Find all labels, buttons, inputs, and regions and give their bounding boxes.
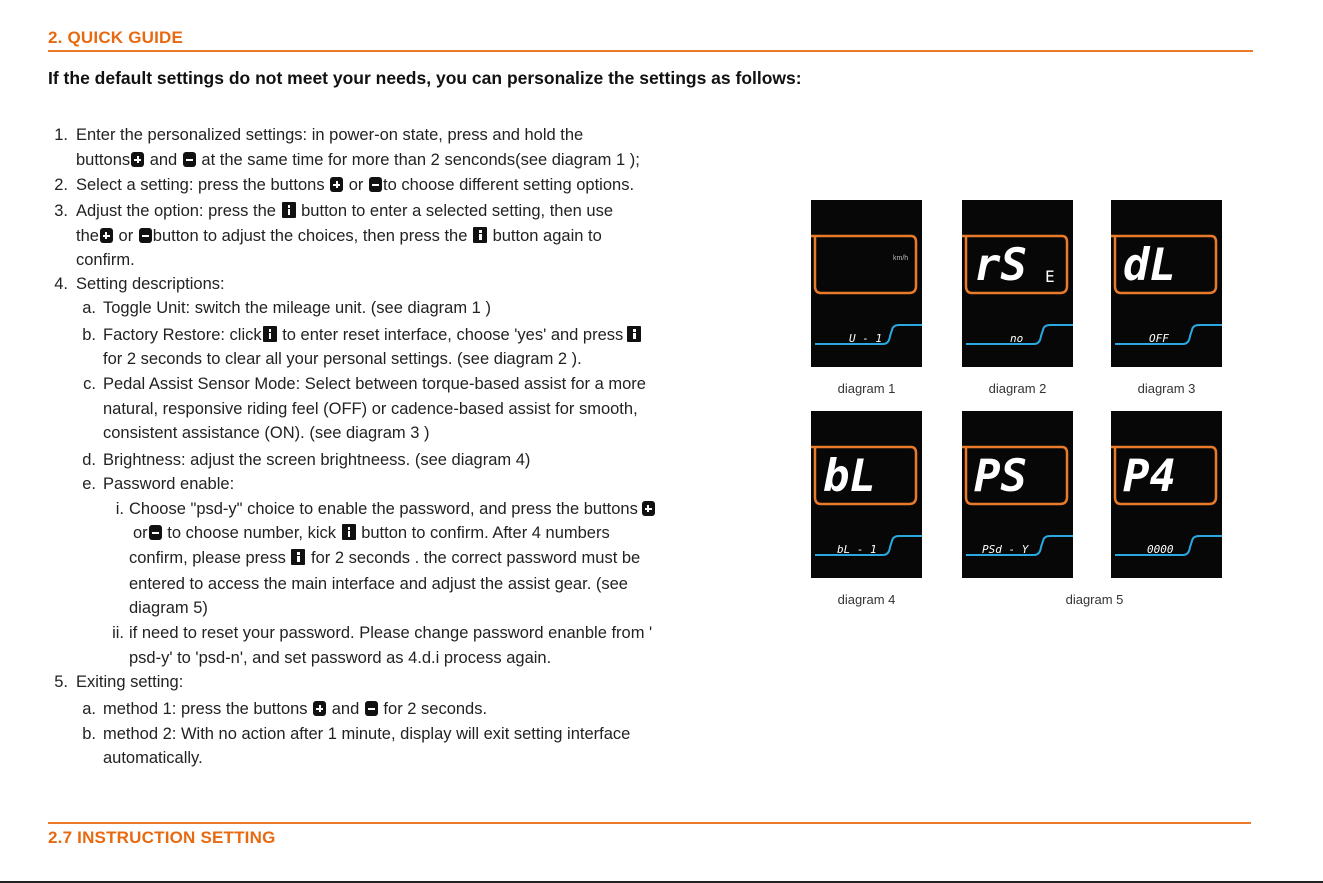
info-key-icon (473, 227, 487, 243)
step-4c-line-1: Pedal Assist Sensor Mode: Select between torque-based assist for a more (103, 375, 646, 393)
step-1-line-1: Enter the personalized settings: in power-on state, press and hold the (76, 126, 584, 144)
step-1-text-c: at the same time for more than 2 senconds(see diagram 1 ); (196, 151, 640, 169)
minus-key-icon (369, 177, 382, 192)
step-2-text-b: or (344, 176, 368, 194)
step-4e-i-text-a: Choose "psd-y" choice to enable the password, and press the buttons (129, 500, 638, 518)
diagram-4-caption: diagram 4 (837, 592, 896, 607)
lead-sentence: If the default settings do not meet your needs, you can personalize the settings as follows: (48, 68, 802, 88)
step-4e-i-line-2 (133, 522, 610, 544)
step-4e-marker: e. (82, 475, 96, 493)
step-1-text-b: and (145, 151, 182, 169)
diagram-1-caption: diagram 1 (837, 381, 896, 396)
diagram-3-big-code: dL (1123, 240, 1176, 291)
page-title: 2. QUICK GUIDE (48, 28, 184, 47)
diagram-4-big-code: bL (823, 451, 876, 502)
step-4b-text-a: Factory Restore: click (103, 326, 262, 344)
step-2-line (76, 174, 634, 196)
footer-rule (48, 822, 1251, 824)
step-1-line-2 (76, 149, 640, 171)
step-4e-i-line-5: diagram 5) (129, 599, 208, 617)
info-key-icon (291, 549, 305, 565)
info-key-icon (627, 326, 641, 342)
step-3-text-b: button to enter a selected setting, then use (296, 202, 614, 220)
step-5a-marker: a. (82, 700, 96, 718)
diagram-4-display (811, 411, 922, 578)
plus-key-icon (100, 228, 113, 243)
step-4e-i-text-e: confirm, please press (129, 549, 291, 567)
diagram-1-display (811, 200, 922, 367)
plus-key-icon (330, 177, 343, 192)
diagram-3-code: OFF (1149, 332, 1169, 345)
step-4c-marker: c. (83, 375, 96, 393)
info-key-icon (263, 326, 277, 342)
step-4b-marker: b. (82, 326, 96, 344)
step-4a-line: Toggle Unit: switch the mileage unit. (see diagram 1 ) (103, 299, 491, 317)
step-1-marker: 1. (54, 126, 68, 144)
step-4e-ii-line-2: psd-y' to 'psd-n', and set password as 4.d.i process again. (129, 649, 552, 667)
diagram-2-sub-code: E (1045, 267, 1055, 286)
minus-key-icon (365, 701, 378, 716)
step-4b-text-b: to enter reset interface, choose 'yes' and press (277, 326, 624, 344)
step-4e-i-line-1 (129, 498, 656, 520)
step-4-marker: 4. (54, 275, 68, 293)
step-5b-line-1: method 2: With no action after 1 minute, display will exit setting interface (103, 725, 631, 743)
diagram-1-unit: km/h (893, 255, 909, 262)
step-4a-marker: a. (82, 299, 96, 317)
diagram-2-caption: diagram 2 (988, 381, 1047, 396)
step-4e-line: Password enable: (103, 475, 235, 493)
step-5a-text-b: and (327, 700, 364, 718)
diagram-5a-code: PSd - Y (982, 543, 1029, 556)
diagram-4-code: bL - 1 (837, 543, 877, 556)
diagram-5b-big-code: P4 (1123, 451, 1176, 502)
step-3-text-a: Adjust the option: press the (76, 202, 281, 220)
step-3-text-f: button again to (488, 227, 602, 245)
step-5a-text-a: method 1: press the buttons (103, 700, 313, 718)
diagram-5b-code: 0000 (1147, 543, 1174, 556)
step-3-line-3: confirm. (76, 251, 135, 269)
step-5-marker: 5. (54, 673, 68, 691)
step-4d-line: Brightness: adjust the screen brightneess. (see diagram 4) (103, 451, 531, 469)
minus-key-icon (149, 525, 162, 540)
step-4e-i-text-d: button to confirm. After 4 numbers (356, 524, 610, 542)
step-4e-ii-marker: ii. (112, 624, 124, 642)
diagram-3-display (1111, 200, 1222, 367)
diagram-2-display (962, 200, 1073, 367)
step-2-marker: 2. (54, 176, 68, 194)
diagram-5a-display (962, 411, 1073, 578)
plus-key-icon (131, 152, 144, 167)
step-4b-line-2: for 2 seconds to clear all your personal settings. (see diagram 2 ). (103, 350, 582, 368)
step-5a-text-c: for 2 seconds. (378, 700, 488, 718)
step-3-text-d: or (113, 227, 138, 245)
step-4e-i-line-3 (129, 547, 640, 569)
step-5b-line-2: automatically. (103, 749, 203, 767)
info-key-icon (282, 202, 296, 218)
step-5a-line (103, 698, 487, 720)
title-rule (48, 50, 1253, 52)
diagram-5b-display (1111, 411, 1222, 578)
step-5b-marker: b. (82, 725, 96, 743)
step-4e-i-text-b: or (133, 524, 148, 542)
diagram-5-caption: diagram 5 (1065, 592, 1124, 607)
step-5-line: Exiting setting: (76, 673, 184, 691)
step-4e-i-line-4: entered to access the main interface and adjust the assist gear. (see (129, 575, 628, 593)
minus-key-icon (183, 152, 196, 167)
step-4b-line-1 (103, 324, 642, 346)
step-4-line: Setting descriptions: (76, 275, 225, 293)
step-3-marker: 3. (54, 202, 68, 220)
step-3-text-e: button to adjust the choices, then press the (152, 227, 472, 245)
step-3-line-1 (76, 200, 613, 222)
diagram-2-code: no (1010, 332, 1024, 345)
step-3-text-c: the (76, 227, 99, 245)
step-2-text-a: Select a setting: press the buttons (76, 176, 330, 194)
next-section-title: 2.7 INSTRUCTION SETTING (48, 828, 276, 847)
step-4e-i-text-f: for 2 seconds . the correct password must be (306, 549, 641, 567)
step-4d-marker: d. (82, 451, 96, 469)
info-key-icon (342, 524, 356, 540)
diagram-2-big-code: rS (974, 240, 1027, 291)
step-4e-i-text-c: to choose number, kick (162, 524, 341, 542)
step-4e-ii-line-1: if need to reset your password. Please change password enanble from ' (129, 624, 653, 642)
step-1-text-a: buttons (76, 151, 131, 169)
step-2-text-c: to choose different setting options. (383, 176, 635, 194)
minus-key-icon (139, 228, 152, 243)
step-4e-i-marker: i. (115, 500, 124, 518)
diagram-1-code: U - 1 (849, 332, 883, 345)
plus-key-icon (313, 701, 326, 716)
diagram-3-caption: diagram 3 (1137, 381, 1196, 396)
step-4c-line-3: consistent assistance (ON). (see diagram 3 ) (103, 424, 430, 442)
plus-key-icon (642, 501, 655, 516)
step-4c-line-2: natural, responsive riding feel (OFF) or cadence-based assist for smooth, (103, 400, 638, 418)
diagram-5a-big-code: PS (974, 451, 1027, 502)
step-3-line-2 (76, 225, 602, 247)
